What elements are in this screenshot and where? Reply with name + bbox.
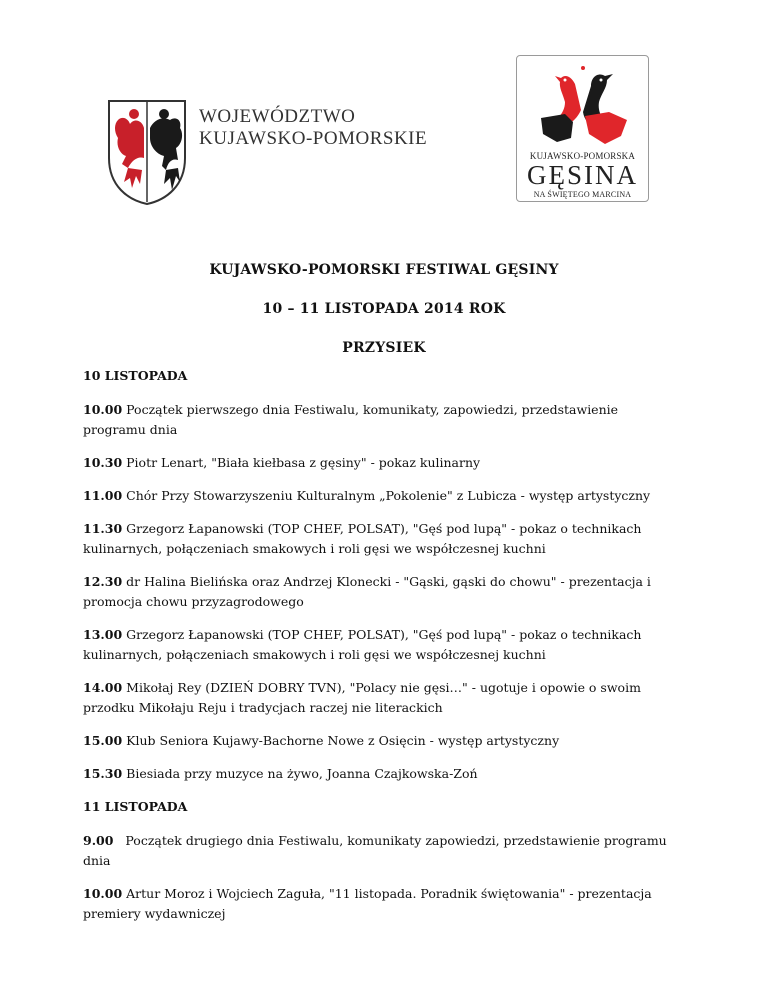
program xyxy=(83,366,683,937)
entry-time: 12.30 xyxy=(83,574,123,589)
entry-text: Biesiada przy muzyce na żywo, Joanna Czajkowska-Zoń xyxy=(126,766,478,781)
entry-time: 11.00 xyxy=(83,488,123,503)
festival-dates: 10 – 11 LISTOPADA 2014 ROK xyxy=(262,301,506,317)
entry-text: dr Halina Bielińska oraz Andrzej Klonecki - "Gąski, gąski do chowu" - prezentacja i promocja chowu przyzagrodowego xyxy=(83,574,651,609)
entry-time: 11.30 xyxy=(83,521,123,536)
goose-logo-main-text: GĘSINA xyxy=(527,160,638,190)
entry-time: 10.00 xyxy=(83,402,123,417)
program-entry xyxy=(83,519,683,559)
festival-place: PRZYSIEK xyxy=(342,340,426,356)
entry-text: Początek drugiego dnia Festiwalu, komunikaty zapowiedzi, przedstawienie programu dnia xyxy=(83,833,671,868)
entry-time: 10.00 xyxy=(83,886,123,901)
program-entry xyxy=(83,764,683,784)
day2-heading: 11 LISTOPADA xyxy=(83,799,188,814)
goose-logo-bottom-text: NA ŚWIĘTEGO MARCINA xyxy=(533,190,632,199)
program-entry xyxy=(83,572,683,612)
program-entry xyxy=(83,400,683,440)
entry-text: Piotr Lenart, "Biała kiełbasa z gęsiny" - pokaz kulinarny xyxy=(126,455,481,470)
festival-title: KUJAWSKO-POMORSKI FESTIWAL GĘSINY xyxy=(209,262,559,278)
entry-time: 9.00 xyxy=(83,833,114,848)
entry-text: Chór Przy Stowarzyszeniu Kulturalnym „Pokolenie" z Lubicza - występ artystyczny xyxy=(126,488,651,503)
entry-time: 15.00 xyxy=(83,733,123,748)
program-entry xyxy=(83,731,683,751)
entry-time: 10.30 xyxy=(83,455,123,470)
titles-block xyxy=(0,260,768,377)
entry-text: Artur Moroz i Wojciech Zaguła, "11 listopada. Poradnik świętowania" - prezentacja premiery wydawniczej xyxy=(83,886,652,921)
region-name xyxy=(199,106,427,150)
coat-of-arms-icon xyxy=(106,98,188,206)
program-entry xyxy=(83,678,683,718)
entry-time: 15.30 xyxy=(83,766,123,781)
program-entry xyxy=(83,884,683,924)
geese-icon xyxy=(535,62,631,148)
entry-time: 13.00 xyxy=(83,627,123,642)
program-entry xyxy=(83,453,683,473)
program-entry xyxy=(83,831,683,871)
entry-text: Grzegorz Łapanowski (TOP CHEF, POLSAT), "Gęś pod lupą" - pokaz o technikach kulinarnych, połączeniach smakowych i roli gęsi we współczesnej kuchni xyxy=(83,627,642,662)
day1-heading: 10 LISTOPADA xyxy=(83,368,188,383)
goose-logo-top-text: KUJAWSKO-POMORSKA xyxy=(529,151,636,161)
entry-text: Początek pierwszego dnia Festiwalu, komunikaty, zapowiedzi, przedstawienie programu dnia xyxy=(83,402,619,437)
goose-festival-logo xyxy=(516,55,649,202)
region-name-line1: WOJEWÓDZTWO xyxy=(199,106,356,127)
program-entry xyxy=(83,486,683,506)
entry-text: Mikołaj Rey (DZIEŃ DOBRY TVN), "Polacy nie gęsi…" - ugotuje i opowie o swoim przodku Mikołaju Reju i tradycjach raczej nie literackich xyxy=(83,680,641,715)
region-name-line2: KUJAWSKO-POMORSKIE xyxy=(199,128,428,149)
entry-time: 14.00 xyxy=(83,680,123,695)
page-header xyxy=(0,0,768,210)
entry-text: Klub Seniora Kujawy-Bachorne Nowe z Osięcin - występ artystyczny xyxy=(126,733,560,748)
program-entry xyxy=(83,625,683,665)
entry-text: Grzegorz Łapanowski (TOP CHEF, POLSAT), "Gęś pod lupą" - pokaz o technikach kulinarnych, połączeniach smakowych i roli gęsi we współczesnej kuchni xyxy=(83,521,642,556)
